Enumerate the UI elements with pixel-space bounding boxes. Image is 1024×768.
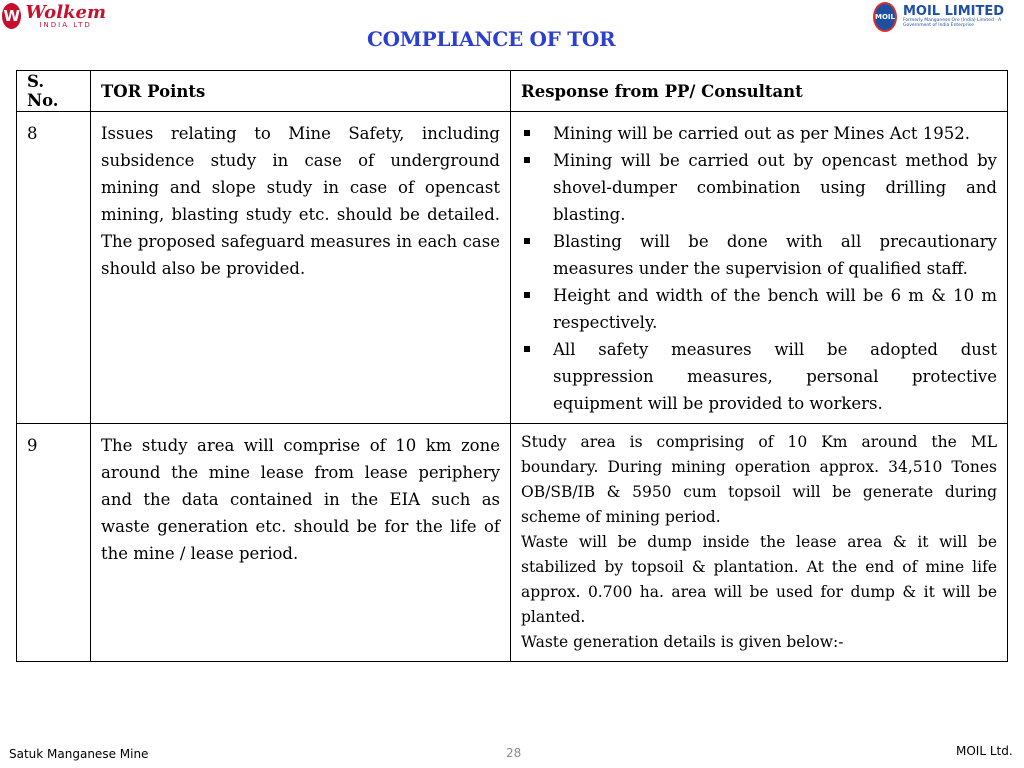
table-row [17,424,1008,662]
table-header-row [17,71,1008,112]
wolkem-brand-text: Wolkem [25,1,106,23]
list-item: Blasting will be done with all precautionary measures under the supervision of qualified staff. [521,228,997,282]
wolkem-logo [2,2,106,30]
wolkem-sub-text: INDIA LTD [39,20,92,29]
header-tor-points: TOR Points [91,71,511,112]
cell-tor-point: The study area will comprise of 10 km zone around the mine lease from lease periphery and the data contained in the EIA such as waste generation etc. should be for the life of the mine / lease period. [91,424,511,662]
moil-emblem-icon: MOIL [873,2,897,32]
response-paragraph: Study area is comprising of 10 Km around the ML boundary. During mining operation approx. 34,510 Tones OB/SB/IB & 5950 cum topsoil will be generate during scheme of mining period. [521,433,997,526]
moil-sub-text: Formerly Manganese Ore (India) Limited · A Government of India Enterprise [902,18,1002,29]
response-bullet-list [521,120,997,417]
response-paragraph: Waste generation details is given below:- [521,633,844,651]
list-item: Mining will be carried out by opencast method by shovel-dumper combination using drilling and blasting. [521,147,997,228]
compliance-table [16,70,1008,662]
header-response: Response from PP/ Consultant [511,71,1008,112]
cell-response [511,424,1008,662]
page-number: 28 [506,746,522,760]
page-title: COMPLIANCE OF TOR [367,27,616,51]
wolkem-logo-icon: W [2,3,21,29]
cell-sno: 9 [17,424,91,662]
moil-name-text: MOIL LIMITED [902,3,1005,19]
list-item: Height and width of the bench will be 6 m & 10 m respectively. [521,282,997,336]
cell-response [511,112,1008,424]
moil-logo [873,2,1017,32]
list-item: Mining will be carried out as per Mines Act 1952. [521,120,997,147]
footer-mine-name: Satuk Manganese Mine [9,747,149,761]
table-row [17,112,1008,424]
cell-sno: 8 [17,112,91,424]
footer-company: MOIL Ltd. [956,744,1013,758]
list-item: All safety measures will be adopted dust suppression measures, personal protective equipment will be provided to workers. [521,336,997,417]
response-paragraph: Waste will be dump inside the lease area & it will be stabilized by topsoil & plantation. At the end of mine life approx. 0.700 ha. area will be used for dump & it will be planted. [521,533,997,626]
cell-tor-point: Issues relating to Mine Safety, including subsidence study in case of underground mining and slope study in case of opencast mining, blasting study etc. should be detailed. The proposed safeguard measures in each case should also be provided. [91,112,511,424]
header-sno: S. No. [17,71,91,112]
